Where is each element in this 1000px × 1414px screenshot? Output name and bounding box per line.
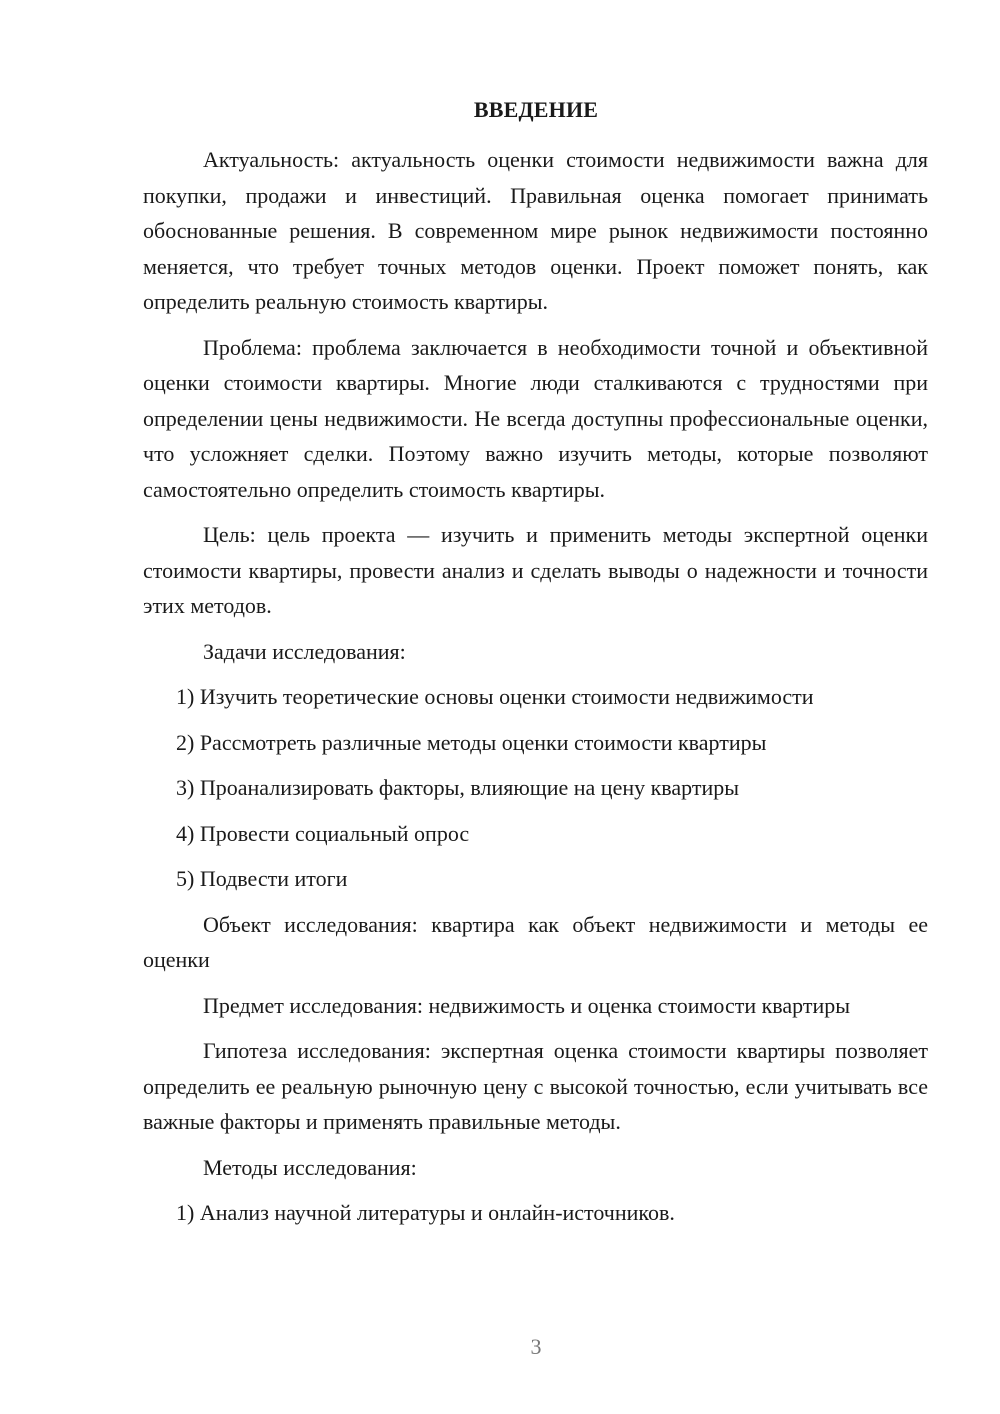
list-item: 2) Рассмотреть различные методы оценки стоимости квартиры — [176, 729, 767, 755]
list-item: 1) Анализ научной литературы и онлайн-источников. — [176, 1200, 675, 1225]
list-item: 4) Провести социальный опрос — [176, 820, 470, 846]
paragraph-hypothesis: Гипотеза исследования: экспертная оценка стоимости квартиры позволяет определить ее реальную рыночную цену с высокой точностью, если учитывать все важные факторы и применять правильные методы. — [143, 1038, 928, 1134]
methods-title: Методы исследования: — [203, 1154, 417, 1180]
list-item: 3) Проанализировать факторы, влияющие на цену квартиры — [176, 775, 740, 800]
tasks-title: Задачи исследования: — [203, 638, 406, 664]
page-number: 3 — [530, 1334, 542, 1359]
methods-list — [143, 1195, 928, 1231]
list-item: 1) Изучить теоретические основы оценки стоимости недвижимости — [176, 684, 814, 709]
section-heading: ВВЕДЕНИЕ — [473, 97, 599, 122]
paragraph-subject: Предмет исследования: недвижимость и оценка стоимости квартиры — [203, 992, 851, 1018]
tasks-list — [143, 679, 928, 897]
body-text — [143, 142, 928, 1241]
paragraph-relevance: Актуальность: актуальность оценки стоимости недвижимости важна для покупки, продажи и инвестиций. Правильная оценка помогает принимать обоснованные решения. В современном мире рынок недвижимости постоянно меняется, что требует точных методов оценки. Проект поможет понять, как определить реальную стоимость квартиры. — [143, 147, 928, 314]
paragraph-object: Объект исследования: квартира как объект недвижимости и методы ее оценки — [143, 911, 928, 972]
paragraph-problem: Проблема: проблема заключается в необходимости точной и объективной оценки стоимости квартиры. Многие люди сталкиваются с трудностями при определении цены недвижимости. Не всегда доступны профессиональные оценки, что усложняет сделки. Поэтому важно изучить методы, которые позволяют самостоятельно определить стоимость квартиры. — [143, 334, 928, 502]
list-item: 5) Подвести итоги — [176, 866, 348, 891]
paragraph-goal: Цель: цель проекта — изучить и применить методы экспертной оценки стоимости квартиры, провести анализ и сделать выводы о надежности и точности этих методов. — [143, 522, 928, 618]
